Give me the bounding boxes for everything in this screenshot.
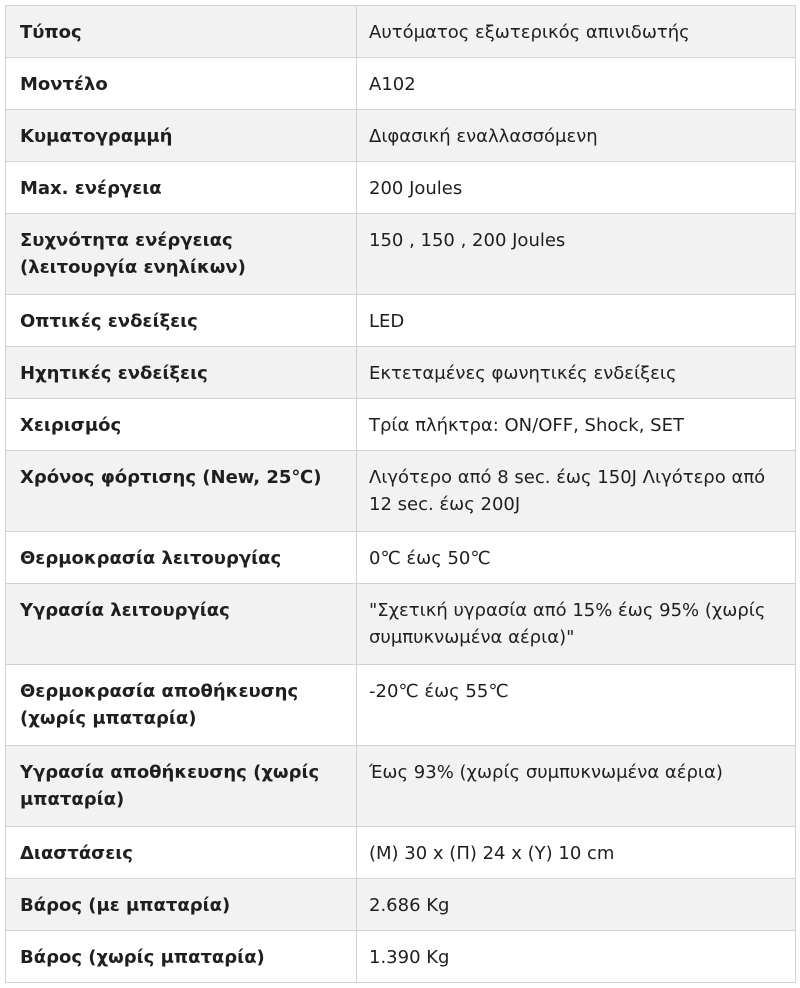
spec-value: LED [357, 295, 796, 347]
spec-row-weight-with-battery [6, 879, 796, 931]
spec-row-max-energy [6, 162, 796, 214]
spec-value: -20℃ έως 55℃ [357, 665, 796, 746]
spec-value: Τρία πλήκτρα: ON/OFF, Shock, SET [357, 399, 796, 451]
spec-row-charge-time [6, 451, 796, 532]
spec-value: "Σχετική υγρασία από 15% έως 95% (χωρίς συμπυκνωμένα αέρια)" [357, 584, 796, 665]
spec-label: Μοντέλο [6, 58, 357, 110]
spec-value: 150 , 150 , 200 Joules [357, 214, 796, 295]
spec-label: Θερμοκρασία αποθήκευσης (χωρίς μπαταρία) [6, 665, 357, 746]
spec-label: Υγρασία λειτουργίας [6, 584, 357, 665]
spec-label: Θερμοκρασία λειτουργίας [6, 532, 357, 584]
spec-row-weight-without-battery [6, 931, 796, 983]
spec-value: 200 Joules [357, 162, 796, 214]
spec-label: Βάρος (χωρίς μπαταρία) [6, 931, 357, 983]
spec-row-operating-temperature [6, 532, 796, 584]
spec-row-controls [6, 399, 796, 451]
spec-value: 1.390 Kg [357, 931, 796, 983]
spec-label: Βάρος (με μπαταρία) [6, 879, 357, 931]
spec-value: Λιγότερο από 8 sec. έως 150J Λιγότερο από 12 sec. έως 200J [357, 451, 796, 532]
spec-label: Συχνότητα ενέργειας (λειτουργία ενηλίκων) [6, 214, 357, 295]
spec-label: Ηχητικές ενδείξεις [6, 347, 357, 399]
spec-label: Τύπος [6, 6, 357, 58]
spec-label: Κυματογραμμή [6, 110, 357, 162]
spec-row-waveform [6, 110, 796, 162]
spec-row-type [6, 6, 796, 58]
spec-label: Χρόνος φόρτισης (New, 25℃) [6, 451, 357, 532]
spec-row-visual-indicators [6, 295, 796, 347]
spec-value: Αυτόματος εξωτερικός απινιδωτής [357, 6, 796, 58]
spec-row-energy-sequence [6, 214, 796, 295]
spec-label: Διαστάσεις [6, 827, 357, 879]
spec-value: A102 [357, 58, 796, 110]
spec-label: Υγρασία αποθήκευσης (χωρίς μπαταρία) [6, 746, 357, 827]
spec-value: (Μ) 30 x (Π) 24 x (Υ) 10 cm [357, 827, 796, 879]
spec-row-model [6, 58, 796, 110]
spec-label: Max. ενέργεια [6, 162, 357, 214]
specifications-table [5, 5, 796, 983]
spec-value: 2.686 Kg [357, 879, 796, 931]
spec-label: Οπτικές ενδείξεις [6, 295, 357, 347]
spec-value: Διφασική εναλλασσόμενη [357, 110, 796, 162]
spec-row-dimensions [6, 827, 796, 879]
spec-row-storage-humidity [6, 746, 796, 827]
spec-value: Έως 93% (χωρίς συμπυκνωμένα αέρια) [357, 746, 796, 827]
spec-value: 0℃ έως 50℃ [357, 532, 796, 584]
spec-row-storage-temperature [6, 665, 796, 746]
spec-label: Χειρισμός [6, 399, 357, 451]
spec-row-audio-indicators [6, 347, 796, 399]
spec-value: Εκτεταμένες φωνητικές ενδείξεις [357, 347, 796, 399]
spec-row-operating-humidity [6, 584, 796, 665]
